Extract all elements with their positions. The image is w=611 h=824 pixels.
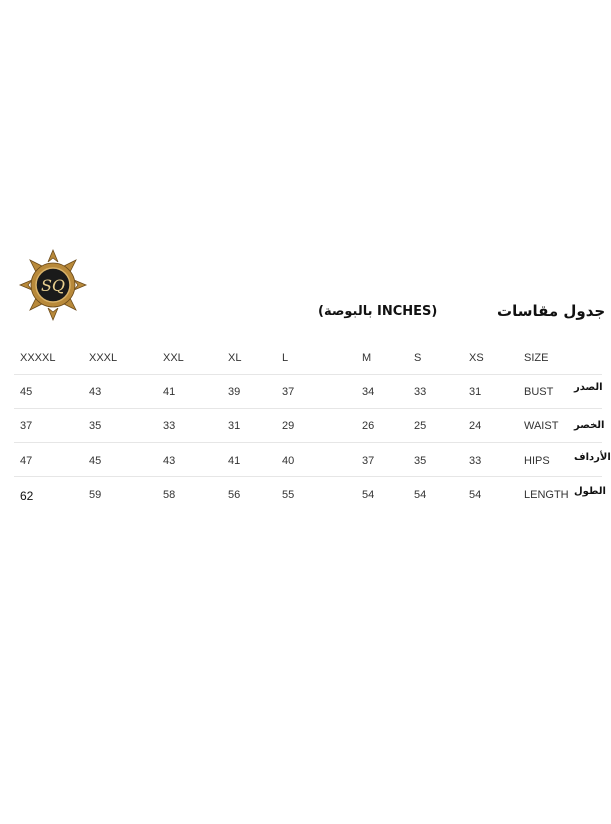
header-xxxl: XXXL — [89, 352, 118, 364]
waist-xxl: 33 — [163, 420, 176, 432]
waist-label-ar: الخصر — [574, 420, 605, 431]
length-xs: 54 — [469, 489, 482, 501]
hips-xxxxl: 47 — [20, 455, 33, 467]
hips-xl: 41 — [228, 455, 241, 467]
chart-title: جدول مقاسات — [497, 302, 606, 320]
bust-m: 34 — [362, 386, 375, 398]
length-m: 54 — [362, 489, 375, 501]
waist-xxxxl: 37 — [20, 420, 33, 432]
hips-xxl: 43 — [163, 455, 176, 467]
header-s: S — [414, 352, 422, 364]
hips-label-ar: الأرداف — [574, 452, 611, 463]
hips-s: 35 — [414, 455, 427, 467]
bust-label-ar: الصدر — [574, 382, 603, 393]
waist-s: 25 — [414, 420, 427, 432]
row-divider — [14, 442, 602, 443]
hips-m: 37 — [362, 455, 375, 467]
length-xxxl: 59 — [89, 489, 102, 501]
length-label-ar: الطول — [574, 486, 606, 497]
waist-xl: 31 — [228, 420, 241, 432]
length-xl: 56 — [228, 489, 241, 501]
hips-label: HIPS — [524, 455, 550, 467]
bust-xxxl: 43 — [89, 386, 102, 398]
bust-s: 33 — [414, 386, 427, 398]
header-xxxxl: XXXXL — [20, 352, 56, 364]
row-divider — [14, 476, 602, 477]
hips-xxxl: 45 — [89, 455, 102, 467]
bust-xl: 39 — [228, 386, 241, 398]
header-xxl: XXL — [163, 352, 184, 364]
length-l: 55 — [282, 489, 295, 501]
unit-label: (بالبوصة INCHES) — [318, 304, 438, 319]
hips-l: 40 — [282, 455, 295, 467]
waist-l: 29 — [282, 420, 295, 432]
length-xxl: 58 — [163, 489, 176, 501]
header-l: L — [282, 352, 289, 364]
length-label: LENGTH — [524, 489, 569, 501]
hips-xs: 33 — [469, 455, 482, 467]
bust-xs: 31 — [469, 386, 482, 398]
bust-xxl: 41 — [163, 386, 176, 398]
waist-label: WAIST — [524, 420, 559, 432]
length-s: 54 — [414, 489, 427, 501]
waist-m: 26 — [362, 420, 375, 432]
bust-label: BUST — [524, 386, 554, 398]
bust-xxxxl: 45 — [20, 386, 33, 398]
waist-xs: 24 — [469, 420, 482, 432]
header-m: M — [362, 352, 372, 364]
header-xl: XL — [228, 352, 242, 364]
header-size: SIZE — [524, 352, 549, 364]
brand-logo — [18, 248, 88, 322]
svg-text:SQ: SQ — [40, 276, 66, 295]
waist-xxxl: 35 — [89, 420, 102, 432]
length-xxxxl: 62 — [20, 489, 34, 503]
row-divider — [14, 408, 602, 409]
bust-l: 37 — [282, 386, 295, 398]
row-divider — [14, 374, 602, 375]
header-xs: XS — [469, 352, 484, 364]
